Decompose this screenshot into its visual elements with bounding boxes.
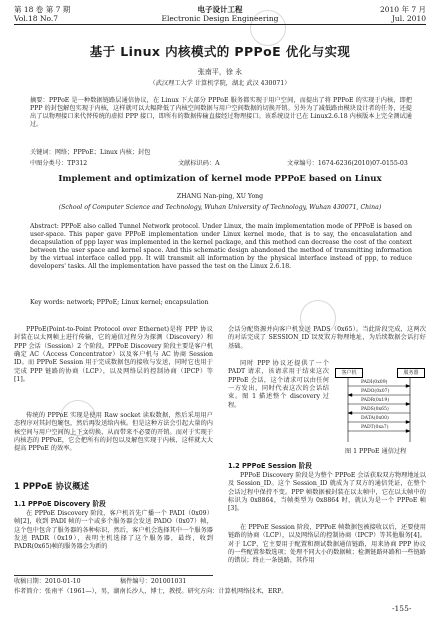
- author-bio: 作者简介：张南平（1961—），男，湖南长沙人，博士，教授。研究方向：计算机网络技术，ERP。: [14, 588, 288, 595]
- sequence-message: PADR(0x19): [361, 398, 390, 403]
- article-number: 文章编号：1674-6236(2010)07-0155-03: [287, 160, 408, 167]
- paper-title-cn: 基于 Linux 内核模式的 PPPoE 优化与实现: [89, 44, 351, 59]
- intro-paragraph-2: 传统的 PPPoE 实现是使用 Raw socket 读取数据，然后采用用户态程序对其封包解包，然后再发送给内核。但是这种方法会引起大量的内核空间与用户空间的上下文切换，从而带来不必要的开销。而对于实现于内核态的 PPPoE，它会把所有的封包以及解包实现于内核，这样就大大提高 PPPoE 的效率。: [14, 412, 213, 453]
- figure-1: [333, 368, 426, 444]
- manuscript-number: 稿件编号：201001031: [120, 578, 187, 585]
- right-paragraph-1: 会话分配资源并向客户机发送 PADS（0x65）。当此阶段完成，这两次的对话完成了 SESSION_ID 以及双方物理地址，为后续数据会话打好基础。: [228, 326, 426, 350]
- footnote-rule: [14, 575, 213, 576]
- sequence-message: DATA(0x00): [361, 416, 389, 421]
- section-1-1-paragraph: 在 PPPoE Discovery 阶段，客户机首先广播一个 PADI（0x09）帧[2]，收到 PADI 帧的一个或多个服务器会发送 PADO（0x07）帧，这个包中包含了服务器的各种标识，然后，客户机会选择其中一个服务器发送 PADR（0x19），表明主机选择了这个服务器，最终，收到 PADR(0x65)帧的服务器会为新的: [14, 510, 213, 551]
- header-date-en: Jul. 2010: [391, 14, 426, 23]
- section-1-heading: 1 PPPoE 协议概述: [14, 481, 90, 491]
- affiliation-en: (School of Computer Science and Technology, Wuhan University of Technology, Wuhan 430071, China): [58, 204, 382, 211]
- client-box: 客户机: [335, 368, 363, 378]
- right-paragraph-4: 在 PPPoE Session 阶段，PPPoE 帧数据包被接收以后，还要使用链路的协商（LCP），以及网络层的控制协商（IPCP）等其他服务[4]。对于 LCP，它主要用于配置和测试数据通信链路，用来协商 PPP 协议的一些配置参数选项；处理不同大小的数据帧；检测链路环路和一些链路的错误；终止一条链路，其作用: [228, 524, 426, 565]
- sequence-message: PADS(0x65): [361, 407, 389, 412]
- header-vol-no: Vol.18 No.7: [14, 14, 59, 23]
- keywords-en: Key words: network; PPPoE; Linux kernel; encapsulation: [30, 299, 209, 306]
- intro-paragraph-1: PPPoE(Point-to-Point Protocol over Ethernet)是将 PPP 协议封装在以太网帧上进行传输，它的通信过程分为探测（Discovery）和 PPP 会话（Session）2 个阶段。PPPoE Discovery 阶段主要是客户机确定 AC（Access Concentrator）以及客户机与 AC 协商 Session ID。而 PPPoE Session 用于完成数据包的接收与发送，同时它也用于完成 PPP 链路的协商（LCP），以及网络层的控制协商（IPCP）等[1]。: [14, 326, 213, 384]
- abstract-cn: 摘要：PPPoE 是一种数据链路层通信协议，在 Linux 下大部分 PPPoE 服务都实现于用户空间，而提出了将 PPPoE 的实现于内核，即把 PPP 的封包解包实现于内核，这样就可以大幅降低了内核空间数据与用户空间数据的切换开销。另外为了减低路由模块设计者的任务，还提出了以物理接口来代替传统的虚拟 PPP 接口，即所有的数据传输直接经过物理接口。该系统设计已在 Linux2.6.18 内核版本上完全测试通过。: [30, 97, 412, 129]
- sequence-message: PADI(0x09): [361, 380, 388, 385]
- header-rule: [14, 24, 426, 25]
- server-box: 服务器: [397, 368, 425, 378]
- affiliation-cn: （武汉理工大学 计算机学院，湖北 武汉 430071）: [149, 80, 291, 87]
- paper-title-en: Implement and optimization of kernel mode PPPoE based on Linux: [58, 174, 382, 184]
- keywords-cn: 关键词：网络；PPPoE；Linux 内核；封包: [30, 149, 151, 156]
- document-code: 文献标识码：A: [178, 160, 220, 167]
- figure-1-caption: 图 1 PPPoE 通信过程: [345, 448, 407, 455]
- right-paragraph-2: 同时 PPP 协议还提供了一个 PADT 请求，该请求用于结束这次 PPPoE 会话，这个请求可以由任何一方发出，同时代表这次的会话结束。图 1 描述整个 discovery 过程。: [228, 360, 329, 409]
- class-number: 中图分类号：TP312: [30, 160, 88, 167]
- section-1-2-heading: 1.2 PPPoE Session 阶段: [228, 462, 312, 470]
- right-paragraph-3: PPPoE Discovery 阶段是为整个 PPPoE 会话获取双方物理地址以及 Session_ID。这个 Session_ID 就成为了双方的通信凭证，在整个会话过程中保持不变。PPP 帧数据被封装在以太帧中，它在以太帧中的标识为 0x8864，当帧类型为 0x8864 时，就认为是一个 PPPoE 帧[3]。: [228, 472, 426, 513]
- abstract-en: Abstract: PPPoE also called Tunnel Network protocol. Under Linux, the main implementation mode of PPPoE is based on user-space. This paper gave PPPoE implementation under Linux kernel mode, that is to say, the encasulatation and decapsulation of ppp layer was implemented in the kernel package, and this method can decrease the cost of the context between the user space and kernel space. And this schematic design abandoned the method of transmitting information by the virtual interface called ppp. It will transmit all information by the physical interface instead of ppp, to reduce developers' tasks. All the implementation have passed the test on the Linux 2.6.18.: [30, 223, 412, 271]
- header-date-cn: 2010 年 7 月: [379, 5, 426, 14]
- authors-cn: 张南平，徐 永: [197, 68, 243, 76]
- header-journal-cn: 电子设计工程: [197, 5, 243, 14]
- page-number: -155-: [392, 604, 412, 613]
- header-issue-cn: 第 18 卷 第 7 期: [14, 5, 71, 14]
- received-date: 收稿日期：2010-01-10: [14, 578, 81, 585]
- sequence-message: PADT(0xa7): [361, 425, 389, 430]
- authors-en: ZHANG Nan-ping, XU Yong: [176, 193, 264, 200]
- sequence-message: PADO(0x07): [361, 389, 390, 394]
- section-1-1-heading: 1.1 PPPoE Discovery 阶段: [14, 500, 106, 508]
- header-journal-en: Electronic Design Engineering: [161, 14, 279, 23]
